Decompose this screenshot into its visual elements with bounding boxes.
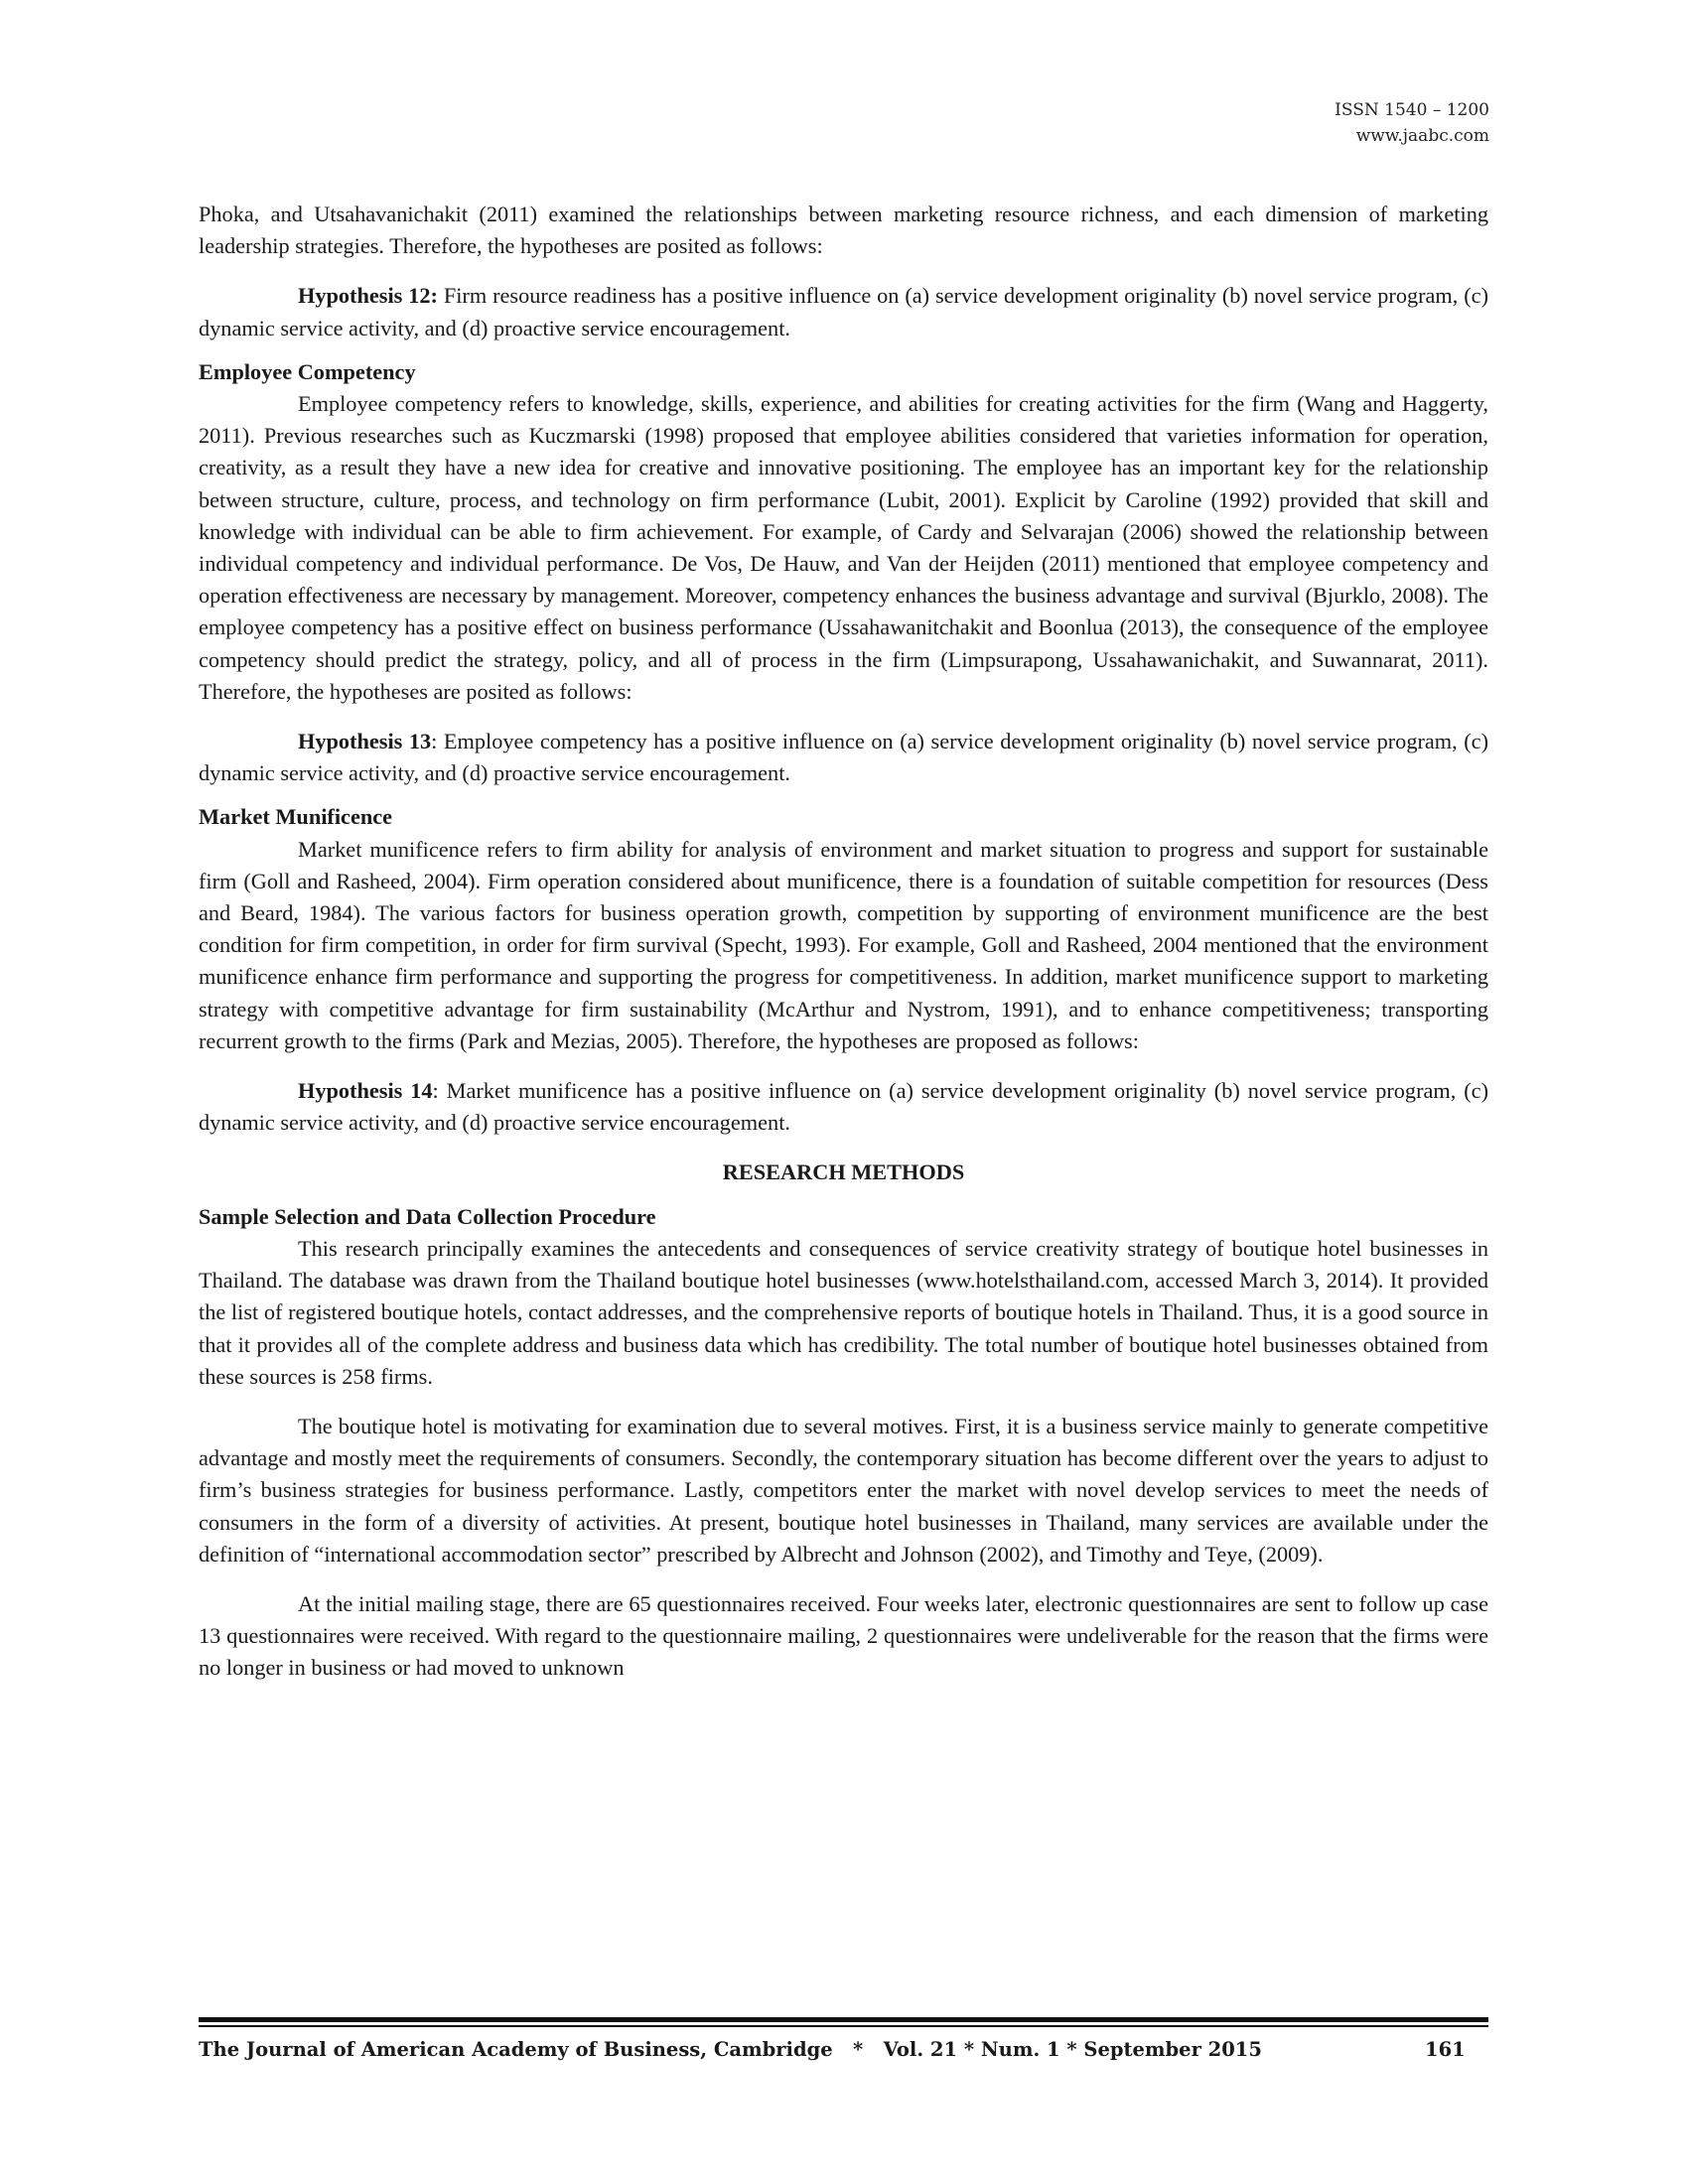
hypothesis-label: Hypothesis 14 <box>298 1078 433 1104</box>
hypothesis-text: : Market munificence has a positive influence on (a) service development originality (b) novel service program, (c) dynamic service activity, and (d) proactive service encouragement. <box>199 1078 1488 1136</box>
section-heading-market-munificence: Market Munificence <box>199 804 393 830</box>
hypothesis-12 <box>199 280 1488 343</box>
body-text <box>199 199 1488 1685</box>
journal-website: www.jaabc.com <box>1355 126 1489 146</box>
paragraph-boutique-hotel: The boutique hotel is motivating for examination due to several motives. First, it is a business service mainly to generate competitive advantage and mostly meet the requirements of consumers. Secondly, the contemporary situation has become different over the years to adjust to firm’s business strategies for business performance. Lastly, competitors enter the market with novel develop services to meet the needs of consumers in the form of a diversity of activities. At present, boutique hotel businesses in Thailand, many services are available under the definition of “international accommodation sector” prescribed by Albrecht and Johnson (2002), and Timothy and Teye, (2009). <box>199 1413 1488 1567</box>
hypothesis-14 <box>199 1075 1488 1139</box>
journal-citation: The Journal of American Academy of Business, Cambridge * Vol. 21 * Num. 1 * September 2015 <box>199 2038 1262 2061</box>
footer-rule <box>199 2017 1488 2022</box>
paragraph-continuation: Phoka, and Utsahavanichakit (2011) examined the relationships between marketing resource richness, and each dimension of marketing leadership strategies. Therefore, the hypotheses are posited as follows: <box>199 202 1488 259</box>
section-heading-sample-selection: Sample Selection and Data Collection Procedure <box>199 1203 656 1229</box>
hypothesis-text: : Employee competency has a positive influence on (a) service development originality (b) novel service program, (c) dynamic service activity, and (d) proactive service encouragement. <box>199 729 1488 786</box>
running-header <box>1335 97 1489 149</box>
footer-rule <box>199 2025 1488 2027</box>
issn-number: ISSN 1540 – 1200 <box>1335 100 1489 120</box>
section-title-research-methods: RESEARCH METHODS <box>722 1160 965 1185</box>
page-number: 161 <box>1425 2038 1466 2061</box>
hypothesis-text: Firm resource readiness has a positive influence on (a) service development originality (b) novel service program, (c) dynamic service activity, and (d) proactive service encouragement. <box>199 283 1488 341</box>
paragraph-mailing: At the initial mailing stage, there are 65 questionnaires received. Four weeks later, electronic questionnaires are sent to follow up case 13 questionnaires were received. With regard to the questionnaire mailing, 2 questionnaires were undeliverable for the reason that the firms were no longer in business or had moved to unknown <box>199 1590 1488 1681</box>
paragraph-sample-selection: This research principally examines the antecedents and consequences of service creativity strategy of boutique hotel businesses in Thailand. The database was drawn from the Thailand boutique hotel businesses (www.hotelsthailand.com, accessed March 3, 2014). It provided the list of registered boutique hotels, contact addresses, and the comprehensive reports of boutique hotels in Thailand. Thus, it is a good source in that it provides all of the complete address and business data which has credibility. The total number of boutique hotel businesses obtained from these sources is 258 firms. <box>199 1235 1488 1389</box>
hypothesis-label: Hypothesis 13 <box>298 729 432 754</box>
section-heading-employee-competency: Employee Competency <box>199 358 416 384</box>
paragraph-market-munificence: Market munificence refers to firm ability for analysis of environment and market situation to progress and support for sustainable firm (Goll and Rasheed, 2004). Firm operation considered about munificence, there is a foundation of suitable competition for resources (Dess and Beard, 1984). The various factors for business operation growth, competition by supporting of environment munificence are the best condition for firm competition, in order for firm survival (Specht, 1993). For example, Goll and Rasheed, 2004 mentioned that the environment munificence enhance firm performance and supporting the progress for competitiveness. In addition, market munificence support to marketing strategy with competitive advantage for firm sustainability (McArthur and Nystrom, 1991), and to enhance competitiveness; transporting recurrent growth to the firms (Park and Mezias, 2005). Therefore, the hypotheses are proposed as follows: <box>199 836 1488 1053</box>
paragraph-employee-competency: Employee competency refers to knowledge, skills, experience, and abilities for creating activities for the firm (Wang and Haggerty, 2011). Previous researches such as Kuczmarski (1998) proposed that employee abilities considered that varieties information for operation, creativity, as a result they have a new idea for creative and innovative positioning. The employee has an important key for the relationship between structure, culture, process, and technology on firm performance (Lubit, 2001). Explicit by Caroline (1992) provided that skill and knowledge with individual can be able to firm achievement. For example, of Cardy and Selvarajan (2006) showed the relationship between individual competency and individual performance. De Vos, De Hauw, and Van der Heijden (2011) mentioned that employee competency and operation effectiveness are necessary by management. Moreover, competency enhances the business advantage and survival (Bjurklo, 2008). The employee competency has a positive effect on business performance (Ussahawanitchakit and Boonlua (2013), the consequence of the employee competency should predict the strategy, policy, and all of process in the firm (Limpsurapong, Ussahawanichakit, and Suwannarat, 2011). Therefore, the hypotheses are posited as follows: <box>199 391 1488 704</box>
hypothesis-label: Hypothesis 12: <box>298 283 438 309</box>
hypothesis-13 <box>199 726 1488 789</box>
